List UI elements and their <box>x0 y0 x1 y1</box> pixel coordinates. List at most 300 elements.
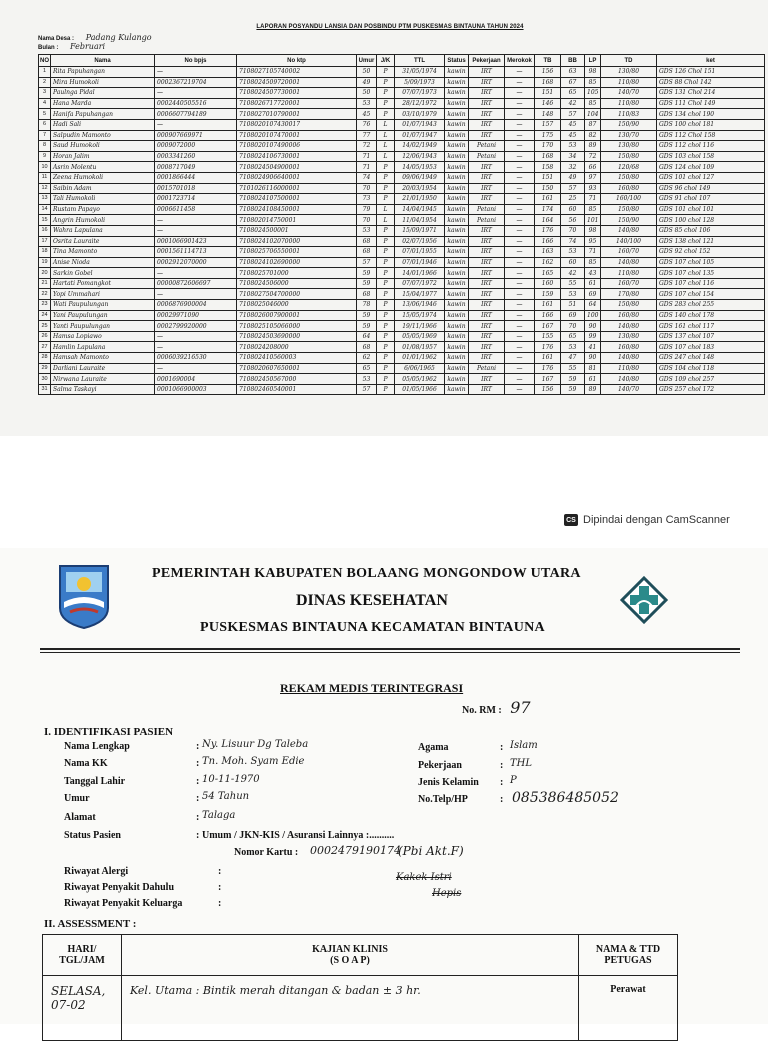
table-cell: kawin <box>445 204 469 215</box>
row-number: 2 <box>39 77 51 88</box>
row-number: 8 <box>39 141 51 152</box>
bulan-field <box>38 42 105 51</box>
table-cell: GDS 161 chol 117 <box>657 321 765 332</box>
row-number: 24 <box>39 310 51 321</box>
table-cell: — <box>155 88 237 99</box>
table-cell: — <box>505 172 535 183</box>
table-cell: Osrita Lauraite <box>51 236 155 247</box>
table-cell: 167 <box>535 321 561 332</box>
table-cell: — <box>505 77 535 88</box>
table-row <box>39 278 765 289</box>
table-cell: 0001066900003 <box>155 384 237 395</box>
table-row <box>39 268 765 279</box>
table-cell: 170 <box>535 141 561 152</box>
table-cell: 0001561114713 <box>155 247 237 258</box>
table-cell: 72 <box>585 151 601 162</box>
nama-lengkap-value: Ny. Lisuur Dg Taleba <box>202 739 309 750</box>
row-number: 10 <box>39 162 51 173</box>
table-cell: Zeena Humokoli <box>51 172 155 183</box>
table-cell: — <box>155 289 237 300</box>
assessment-date: 07-02 <box>51 998 86 1012</box>
table-cell: 158 <box>535 162 561 173</box>
table-row <box>39 77 765 88</box>
table-cell: Hamsa Lopiawo <box>51 331 155 342</box>
table-cell: 32 <box>561 162 585 173</box>
table-cell: 57 <box>357 384 377 395</box>
field-colon: : <box>218 882 222 893</box>
field-colon: : <box>196 758 200 769</box>
table-row <box>39 194 765 205</box>
table-cell: 168 <box>535 77 561 88</box>
table-cell: P <box>377 289 395 300</box>
table-cell: 59 <box>357 278 377 289</box>
table-cell: L <box>377 151 395 162</box>
section-assessment: II. ASSESSMENT : <box>44 918 137 930</box>
row-number: 9 <box>39 151 51 162</box>
table-cell: 00000872606697 <box>155 278 237 289</box>
table-cell: GDS 104 chol 118 <box>657 363 765 374</box>
field-label: Status Pasien <box>64 830 121 841</box>
row-number: 15 <box>39 215 51 226</box>
table-cell: 150/80 <box>601 204 657 215</box>
table-cell: 59 <box>357 268 377 279</box>
table-cell: 59 <box>357 310 377 321</box>
table-cell: 53 <box>561 247 585 258</box>
table-cell: kawin <box>445 342 469 353</box>
assessment-day: SELASA, <box>51 984 106 998</box>
table-cell: kawin <box>445 268 469 279</box>
table-cell: 7108020107490006 <box>237 141 357 152</box>
table-cell: 7108024208000 <box>237 342 357 353</box>
table-cell: P <box>377 331 395 342</box>
table-cell: Rita Papuhangan <box>51 67 155 78</box>
table-cell: Anise Nioda <box>51 257 155 268</box>
table-cell: Hadi Sali <box>51 119 155 130</box>
table-cell: 55 <box>561 363 585 374</box>
table-cell: 25 <box>561 194 585 205</box>
table-cell: 07/01/1955 <box>395 247 445 258</box>
table-row <box>39 236 765 247</box>
table-cell: 09/06/1949 <box>395 172 445 183</box>
assessment-officer: Perawat <box>579 976 678 1041</box>
letterhead-rule-thick <box>40 648 740 650</box>
table-cell: Mira Humokoli <box>51 77 155 88</box>
table-cell: kawin <box>445 172 469 183</box>
table-cell: 155 <box>535 331 561 342</box>
table-cell: Horan Jalim <box>51 151 155 162</box>
row-number: 1 <box>39 67 51 78</box>
table-cell: 57 <box>357 257 377 268</box>
table-cell: P <box>377 353 395 364</box>
telp-value: 085386485052 <box>512 790 619 806</box>
table-cell: 151 <box>535 88 561 99</box>
table-cell: Saibin Adam <box>51 183 155 194</box>
table-cell: P <box>377 183 395 194</box>
field-label: Pekerjaan <box>418 760 462 771</box>
table-cell: 140/100 <box>601 236 657 247</box>
table-cell: 160/70 <box>601 247 657 258</box>
row-number: 12 <box>39 183 51 194</box>
letterhead-line3: PUSKESMAS BINTAUNA KECAMATAN BINTAUNA <box>200 620 545 635</box>
field-label: Agama <box>418 742 449 753</box>
table-row <box>39 374 765 385</box>
col-header: LP <box>585 55 601 67</box>
table-cell: 00029971090 <box>155 310 237 321</box>
table-row <box>39 151 765 162</box>
table-cell: P <box>377 278 395 289</box>
table-cell: GDS 101 chol 101 <box>657 204 765 215</box>
table-cell: 15/04/1977 <box>395 289 445 300</box>
table-cell: — <box>505 130 535 141</box>
table-cell: P <box>377 194 395 205</box>
table-cell: 31/05/1974 <box>395 67 445 78</box>
table-cell: 69 <box>561 310 585 321</box>
table-cell: 0009072000 <box>155 141 237 152</box>
table-cell: 71 <box>585 194 601 205</box>
col-header: NO <box>39 55 51 67</box>
table-cell: L <box>377 141 395 152</box>
table-cell: 7101026116000001 <box>237 183 357 194</box>
table-cell: Petani <box>469 141 505 152</box>
field-colon: : <box>196 793 200 804</box>
agama-value: Islam <box>510 740 538 751</box>
alamat-value: Talaga <box>202 810 236 821</box>
table-cell: 77 <box>357 130 377 141</box>
table-cell: 71 <box>357 162 377 173</box>
table-cell: 60 <box>561 257 585 268</box>
table-cell: 0002367219704 <box>155 77 237 88</box>
table-cell: Hana Marda <box>51 98 155 109</box>
table-cell: 7108025105066000 <box>237 321 357 332</box>
table-cell: 0002799920000 <box>155 321 237 332</box>
table-cell: 60 <box>561 204 585 215</box>
table-row <box>39 247 765 258</box>
table-cell: 130/70 <box>601 130 657 141</box>
table-cell: 156 <box>535 384 561 395</box>
table-row <box>39 183 765 194</box>
table-cell: kawin <box>445 88 469 99</box>
table-cell: 150/90 <box>601 119 657 130</box>
table-cell: GDS 101 chol 127 <box>657 172 765 183</box>
table-cell: 74 <box>357 172 377 183</box>
table-cell: kawin <box>445 331 469 342</box>
table-cell: 14/04/1945 <box>395 204 445 215</box>
table-cell: 0002440505516 <box>155 98 237 109</box>
table-cell: Yopi Ummahari <box>51 289 155 300</box>
field-label: Riwayat Alergi <box>64 866 129 877</box>
table-cell: 89 <box>585 384 601 395</box>
table-cell: 53 <box>357 225 377 236</box>
table-cell: 710802410560003 <box>237 353 357 364</box>
col-header: BB <box>561 55 585 67</box>
letterhead-line2: DINAS KESEHATAN <box>296 592 448 609</box>
field-colon: : <box>500 760 504 771</box>
table-row <box>39 88 765 99</box>
table-cell: 164 <box>535 215 561 226</box>
assessment-row <box>43 976 678 1041</box>
table-cell: 176 <box>535 225 561 236</box>
table-cell: 160 <box>535 278 561 289</box>
record-title: REKAM MEDIS TERINTEGRASI <box>280 681 464 695</box>
table-cell: 7108024102690000 <box>237 257 357 268</box>
table-row <box>39 331 765 342</box>
table-cell: kawin <box>445 236 469 247</box>
table-cell: 57 <box>561 109 585 120</box>
table-cell: — <box>155 363 237 374</box>
table-cell: IRT <box>469 109 505 120</box>
table-cell: 7108025701000 <box>237 268 357 279</box>
table-cell: IRT <box>469 194 505 205</box>
table-cell: 53 <box>357 98 377 109</box>
kartu-note: (Pbi Akt.F) <box>398 844 464 858</box>
table-cell: 7108024102070000 <box>237 236 357 247</box>
table-cell: 21/01/1950 <box>395 194 445 205</box>
table-cell: 70 <box>357 183 377 194</box>
table-cell: kawin <box>445 98 469 109</box>
table-cell: 0006039216530 <box>155 353 237 364</box>
report-title: LAPORAN POSYANDU LANSIA DAN POSBINDU PTM PUSKESMAS BINTAUNA TAHUN 2024 <box>256 24 524 30</box>
table-cell: — <box>505 119 535 130</box>
table-cell: 170/80 <box>601 289 657 300</box>
table-cell: kawin <box>445 194 469 205</box>
table-cell: 85 <box>585 257 601 268</box>
desa-value: Padang Kulango <box>85 33 152 42</box>
table-cell: GDS 85 chol 106 <box>657 225 765 236</box>
field-label: Riwayat Penyakit Keluarga <box>64 898 183 909</box>
assessment-day-cell <box>43 976 122 1041</box>
field-label: Tanggal Lahir <box>64 776 126 787</box>
table-cell: — <box>505 374 535 385</box>
col-header: Pekerjaan <box>469 55 505 67</box>
field-colon: : <box>196 776 200 787</box>
table-cell: — <box>505 247 535 258</box>
table-cell: 7108024509720001 <box>237 77 357 88</box>
table-cell: 7108025706550001 <box>237 247 357 258</box>
medical-record-page <box>0 548 768 1024</box>
table-cell: 710802450567000 <box>237 374 357 385</box>
camscanner-icon: CS <box>564 514 578 526</box>
table-cell: GDS 111 Chol 149 <box>657 98 765 109</box>
table-cell: IRT <box>469 374 505 385</box>
table-cell: 45 <box>357 109 377 120</box>
table-cell: GDS 88 Chol 142 <box>657 77 765 88</box>
field-label: Nama Lengkap <box>64 741 130 752</box>
table-cell: Wahra Lapulana <box>51 225 155 236</box>
table-cell: 82 <box>585 130 601 141</box>
col-header: No bpjs <box>155 55 237 67</box>
table-cell: 13/06/1946 <box>395 300 445 311</box>
table-cell: kawin <box>445 215 469 226</box>
table-cell: 0002912070000 <box>155 257 237 268</box>
table-cell: 90 <box>585 321 601 332</box>
table-cell: 14/05/1953 <box>395 162 445 173</box>
field-colon: : <box>196 830 200 841</box>
table-cell: 59 <box>561 374 585 385</box>
table-cell: IRT <box>469 300 505 311</box>
table-cell: 7108024906640001 <box>237 172 357 183</box>
table-cell: Angrin Humokoli <box>51 215 155 226</box>
table-cell: 150/80 <box>601 151 657 162</box>
table-row <box>39 257 765 268</box>
table-cell: 176 <box>535 363 561 374</box>
table-cell: — <box>505 289 535 300</box>
table-cell: IRT <box>469 119 505 130</box>
table-cell: 0015701018 <box>155 183 237 194</box>
table-cell: 14/02/1949 <box>395 141 445 152</box>
row-number: 18 <box>39 247 51 258</box>
table-row <box>39 162 765 173</box>
table-cell: 110/80 <box>601 268 657 279</box>
row-number: 6 <box>39 119 51 130</box>
table-cell: 11/04/1954 <box>395 215 445 226</box>
bulan-value: Februari <box>70 42 106 51</box>
table-cell: 100 <box>585 310 601 321</box>
table-cell: 49 <box>357 77 377 88</box>
health-cross-icon <box>620 576 668 624</box>
table-cell: 160/100 <box>601 194 657 205</box>
row-number: 3 <box>39 88 51 99</box>
col-header: ket <box>657 55 765 67</box>
table-cell: 160/70 <box>601 278 657 289</box>
table-cell: 0006876900004 <box>155 300 237 311</box>
table-row <box>39 141 765 152</box>
table-cell: 7108020607650001 <box>237 363 357 374</box>
table-row <box>39 353 765 364</box>
table-cell: — <box>505 194 535 205</box>
table-cell: kawin <box>445 151 469 162</box>
table-cell: IRT <box>469 225 505 236</box>
table-cell: IRT <box>469 236 505 247</box>
table-cell: 67 <box>561 77 585 88</box>
table-cell: P <box>377 363 395 374</box>
assessment-clinical <box>122 976 579 1041</box>
table-cell: 7108020107430017 <box>237 119 357 130</box>
table-cell: GDS 247 chol 148 <box>657 353 765 364</box>
row-number: 21 <box>39 278 51 289</box>
table-cell: 0001690004 <box>155 374 237 385</box>
table-cell: 6/06/1965 <box>395 363 445 374</box>
field-colon: : <box>218 866 222 877</box>
table-cell: IRT <box>469 321 505 332</box>
table-cell: P <box>377 321 395 332</box>
table-cell: — <box>505 88 535 99</box>
table-cell: 74 <box>561 236 585 247</box>
table-cell: P <box>377 88 395 99</box>
table-row <box>39 67 765 78</box>
table-cell: P <box>377 247 395 258</box>
table-cell: GDS 109 chol 257 <box>657 374 765 385</box>
table-cell: 0001866444 <box>155 172 237 183</box>
table-cell: 105 <box>585 88 601 99</box>
table-cell: P <box>377 342 395 353</box>
table-cell: kawin <box>445 257 469 268</box>
table-cell: L <box>377 215 395 226</box>
table-cell: P <box>377 268 395 279</box>
table-cell: P <box>377 257 395 268</box>
table-cell: 81 <box>585 363 601 374</box>
table-cell: GDS 137 chol 107 <box>657 331 765 342</box>
table-cell: Hanifa Papuhangan <box>51 109 155 120</box>
table-cell: 130/80 <box>601 331 657 342</box>
table-cell: GDS 107 chol 116 <box>657 278 765 289</box>
col-header: Status <box>445 55 469 67</box>
table-cell: IRT <box>469 384 505 395</box>
table-cell: 01/05/1966 <box>395 384 445 395</box>
table-cell: GDS 107 chol 135 <box>657 268 765 279</box>
table-cell: IRT <box>469 289 505 300</box>
table-cell: 140/70 <box>601 88 657 99</box>
table-cell: P <box>377 162 395 173</box>
riwayat-note: Kakek Istri <box>396 872 452 883</box>
table-cell: 7108024108450001 <box>237 204 357 215</box>
table-cell: kawin <box>445 374 469 385</box>
table-row <box>39 215 765 226</box>
table-cell: Darliani Lauraite <box>51 363 155 374</box>
table-row <box>39 321 765 332</box>
table-cell: Sarkin Gobel <box>51 268 155 279</box>
section-identifikasi: I. IDENTIFIKASI PASIEN <box>44 726 174 738</box>
row-number: 28 <box>39 353 51 364</box>
table-cell: 15/09/1971 <box>395 225 445 236</box>
table-cell: 148 <box>535 109 561 120</box>
table-cell: P <box>377 300 395 311</box>
table-cell: — <box>155 342 237 353</box>
table-cell: IRT <box>469 183 505 194</box>
table-cell: GDS 134 chol 190 <box>657 109 765 120</box>
table-cell: 50 <box>357 88 377 99</box>
table-cell: 160/80 <box>601 310 657 321</box>
field-colon: : <box>196 741 200 752</box>
table-cell: GDS 283 chol 255 <box>657 300 765 311</box>
table-cell: 01/07/1943 <box>395 119 445 130</box>
table-cell: 15/05/1974 <box>395 310 445 321</box>
riwayat-note: Hepis <box>432 888 462 899</box>
field-label: Riwayat Penyakit Dahulu <box>64 882 175 893</box>
table-cell: 43 <box>585 268 601 279</box>
table-cell: 146 <box>535 98 561 109</box>
table-cell: Petani <box>469 363 505 374</box>
table-cell: kawin <box>445 130 469 141</box>
table-cell: 55 <box>561 278 585 289</box>
table-cell: 12/06/1943 <box>395 151 445 162</box>
table-cell: — <box>505 331 535 342</box>
table-cell: 150 <box>535 183 561 194</box>
table-cell: IRT <box>469 353 505 364</box>
table-cell: kawin <box>445 67 469 78</box>
tanggal-lahir-value: 10-11-1970 <box>202 774 260 785</box>
table-cell: — <box>505 257 535 268</box>
table-cell: 53 <box>561 289 585 300</box>
table-cell: Tina Mamonto <box>51 247 155 258</box>
table-cell: — <box>155 268 237 279</box>
row-number: 26 <box>39 331 51 342</box>
col-header: Umur <box>357 55 377 67</box>
table-cell: 151 <box>535 172 561 183</box>
table-cell: Salma Taskayi <box>51 384 155 395</box>
table-cell: 0006607794189 <box>155 109 237 120</box>
table-cell: 7108027010790001 <box>237 109 357 120</box>
table-cell: GDS 140 chol 178 <box>657 310 765 321</box>
table-cell: 70 <box>561 225 585 236</box>
table-cell: 19/11/1966 <box>395 321 445 332</box>
table-cell: 85 <box>585 98 601 109</box>
table-cell: 120/68 <box>601 162 657 173</box>
table-cell: 20/03/1954 <box>395 183 445 194</box>
table-cell: 7108025046000 <box>237 300 357 311</box>
table-cell: 7108024506000 <box>237 278 357 289</box>
table-cell: 7108024504900001 <box>237 162 357 173</box>
table-row <box>39 342 765 353</box>
